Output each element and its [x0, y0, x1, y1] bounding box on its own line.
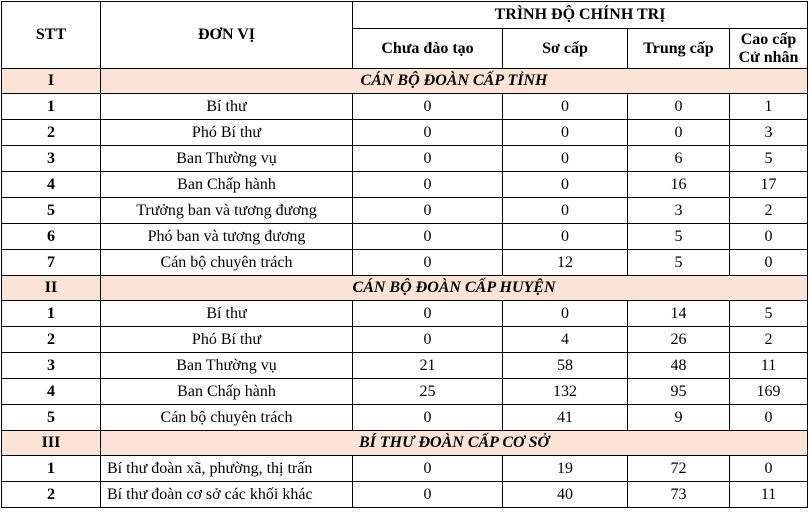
table-row	[2, 146, 808, 172]
section-number: I	[2, 69, 101, 94]
row-unit: Ban Thường vụ	[101, 353, 353, 379]
row-number: 2	[2, 327, 101, 353]
cell-untrained: 0	[353, 301, 503, 327]
cell-elementary: 0	[503, 146, 628, 172]
section-row	[2, 276, 808, 301]
header-stt: STT	[2, 2, 101, 69]
cell-advanced: 5	[730, 301, 808, 327]
row-unit: Phó ban và tương đương	[101, 224, 353, 250]
row-unit: Ban Chấp hành	[101, 172, 353, 198]
cell-advanced: 0	[730, 250, 808, 276]
cell-intermediate: 48	[628, 353, 730, 379]
row-unit: Bí thư đoàn cơ sở các khối khác	[101, 482, 353, 508]
row-unit: Trưởng ban và tương đương	[101, 198, 353, 224]
cell-intermediate: 0	[628, 120, 730, 146]
cell-untrained: 0	[353, 146, 503, 172]
row-number: 6	[2, 224, 101, 250]
cell-intermediate: 3	[628, 198, 730, 224]
cell-untrained: 0	[353, 224, 503, 250]
section-title: CÁN BỘ ĐOÀN CẤP TỈNH	[101, 69, 808, 94]
row-number: 5	[2, 198, 101, 224]
cell-elementary: 4	[503, 327, 628, 353]
section-number: II	[2, 276, 101, 301]
row-unit: Bí thư	[101, 94, 353, 120]
cell-elementary: 132	[503, 379, 628, 405]
cell-elementary: 0	[503, 94, 628, 120]
cell-advanced: 11	[730, 353, 808, 379]
cell-untrained: 0	[353, 482, 503, 508]
row-unit: Bí thư	[101, 301, 353, 327]
cell-advanced: 0	[730, 405, 808, 431]
row-unit: Phó Bí thư	[101, 327, 353, 353]
cell-intermediate: 9	[628, 405, 730, 431]
cell-advanced: 17	[730, 172, 808, 198]
political-qualification-table	[1, 1, 808, 508]
cell-intermediate: 73	[628, 482, 730, 508]
row-unit: Cán bộ chuyên trách	[101, 250, 353, 276]
section-number: III	[2, 431, 101, 456]
cell-advanced: 11	[730, 482, 808, 508]
cell-elementary: 40	[503, 482, 628, 508]
header-col-elementary: Sơ cấp	[503, 29, 628, 69]
cell-advanced: 2	[730, 198, 808, 224]
row-number: 1	[2, 456, 101, 482]
row-number: 3	[2, 146, 101, 172]
cell-intermediate: 0	[628, 94, 730, 120]
row-number: 4	[2, 172, 101, 198]
header-col-intermediate: Trung cấp	[628, 29, 730, 69]
table-row	[2, 482, 808, 508]
row-number: 1	[2, 301, 101, 327]
table-row	[2, 379, 808, 405]
cell-intermediate: 26	[628, 327, 730, 353]
cell-intermediate: 72	[628, 456, 730, 482]
header-group: TRÌNH ĐỘ CHÍNH TRỊ	[353, 2, 808, 29]
table-row	[2, 405, 808, 431]
row-unit: Ban Chấp hành	[101, 379, 353, 405]
cell-intermediate: 16	[628, 172, 730, 198]
cell-elementary: 58	[503, 353, 628, 379]
header-col-advanced	[730, 29, 808, 69]
section-row	[2, 69, 808, 94]
cell-intermediate: 5	[628, 224, 730, 250]
cell-untrained: 0	[353, 172, 503, 198]
row-unit: Cán bộ chuyên trách	[101, 405, 353, 431]
cell-untrained: 0	[353, 456, 503, 482]
cell-advanced: 5	[730, 146, 808, 172]
row-unit: Bí thư đoàn xã, phường, thị trấn	[101, 456, 353, 482]
section-title: BÍ THƯ ĐOÀN CẤP CƠ SỞ	[101, 431, 808, 456]
table-row	[2, 327, 808, 353]
cell-elementary: 0	[503, 172, 628, 198]
cell-advanced: 0	[730, 456, 808, 482]
cell-elementary: 0	[503, 301, 628, 327]
cell-elementary: 41	[503, 405, 628, 431]
row-unit: Phó Bí thư	[101, 120, 353, 146]
cell-advanced: 2	[730, 327, 808, 353]
table-row	[2, 198, 808, 224]
cell-untrained: 0	[353, 94, 503, 120]
table-row	[2, 224, 808, 250]
section-row	[2, 431, 808, 456]
cell-untrained: 0	[353, 250, 503, 276]
row-unit: Ban Thường vụ	[101, 146, 353, 172]
table-row	[2, 456, 808, 482]
table-row	[2, 172, 808, 198]
table-body	[2, 69, 808, 508]
row-number: 7	[2, 250, 101, 276]
cell-untrained: 0	[353, 120, 503, 146]
cell-intermediate: 5	[628, 250, 730, 276]
cell-elementary: 19	[503, 456, 628, 482]
row-number: 2	[2, 482, 101, 508]
cell-elementary: 0	[503, 120, 628, 146]
header-col-untrained: Chưa đào tạo	[353, 29, 503, 69]
cell-untrained: 25	[353, 379, 503, 405]
table-row	[2, 120, 808, 146]
row-number: 5	[2, 405, 101, 431]
header-unit: ĐƠN VỊ	[101, 2, 353, 69]
table-row	[2, 250, 808, 276]
cell-advanced: 1	[730, 94, 808, 120]
table-row	[2, 94, 808, 120]
row-number: 1	[2, 94, 101, 120]
cell-elementary: 0	[503, 198, 628, 224]
cell-untrained: 0	[353, 405, 503, 431]
header-col-advanced-line2: Cử nhân	[738, 48, 799, 66]
section-title: CÁN BỘ ĐOÀN CẤP HUYỆN	[101, 276, 808, 301]
row-number: 4	[2, 379, 101, 405]
cell-elementary: 12	[503, 250, 628, 276]
table-row	[2, 301, 808, 327]
table-row	[2, 353, 808, 379]
row-number: 2	[2, 120, 101, 146]
header-col-advanced-line1: Cao cấp	[740, 30, 797, 48]
cell-advanced: 169	[730, 379, 808, 405]
cell-intermediate: 95	[628, 379, 730, 405]
cell-untrained: 0	[353, 198, 503, 224]
cell-advanced: 0	[730, 224, 808, 250]
cell-elementary: 0	[503, 224, 628, 250]
cell-untrained: 21	[353, 353, 503, 379]
row-number: 3	[2, 353, 101, 379]
cell-untrained: 0	[353, 327, 503, 353]
cell-advanced: 3	[730, 120, 808, 146]
cell-intermediate: 6	[628, 146, 730, 172]
cell-intermediate: 14	[628, 301, 730, 327]
